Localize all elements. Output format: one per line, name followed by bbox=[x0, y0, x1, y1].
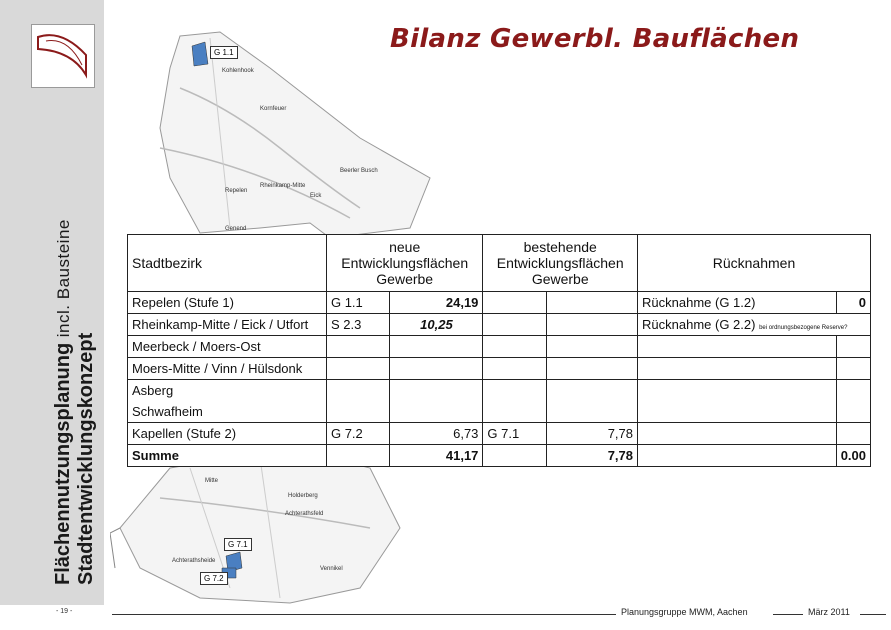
cell-rueck-label bbox=[638, 314, 871, 336]
table-row bbox=[128, 314, 871, 336]
cell-bezirk: Schwafheim bbox=[128, 401, 327, 423]
sidebar-title bbox=[0, 0, 104, 605]
cell-neu-code: G 7.2 bbox=[326, 423, 390, 445]
cell-rueck-val: 0 bbox=[836, 292, 870, 314]
table-row bbox=[128, 336, 871, 358]
cell-bezirk: Kapellen (Stufe 2) bbox=[128, 423, 327, 445]
map-label-genend: Genend bbox=[225, 226, 247, 232]
table-row bbox=[128, 358, 871, 380]
table-row bbox=[128, 423, 871, 445]
map-label-achterathsheide: Achterathsheide bbox=[172, 558, 216, 564]
cell-best-code bbox=[483, 314, 547, 336]
map-label-achterathsfeld: Achterathsfeld bbox=[285, 511, 324, 517]
header-ruecknahmen: Rücknahmen bbox=[638, 235, 871, 292]
map-label-kornfeuer: Kornfeuer bbox=[260, 106, 287, 112]
footer-divider bbox=[773, 614, 803, 615]
cell-best-code bbox=[483, 292, 547, 314]
cell-neu-val: 6,73 bbox=[390, 423, 483, 445]
page-number: - 19 - bbox=[56, 608, 73, 615]
cell-bezirk: Asberg bbox=[128, 380, 327, 402]
balance-table bbox=[127, 234, 871, 467]
table-row bbox=[128, 380, 871, 402]
cell-bezirk: Rheinkamp-Mitte / Eick / Utfort bbox=[128, 314, 327, 336]
sum-best-val: 7,78 bbox=[547, 445, 638, 467]
map-label-eick: Eick bbox=[310, 193, 322, 199]
table-header-row bbox=[128, 235, 871, 292]
map-label-beerler-busch: Beerler Busch bbox=[340, 168, 378, 174]
map-label-holderberg: Holderberg bbox=[288, 493, 318, 499]
sidebar-title-main: Flächennutzungsplanung bbox=[52, 342, 74, 585]
table-sum-row bbox=[128, 445, 871, 467]
sidebar-title-suffix: incl. Bausteine bbox=[54, 219, 73, 338]
footer-divider bbox=[112, 614, 616, 615]
cell-best-val bbox=[547, 292, 638, 314]
sum-neu-val: 41,17 bbox=[390, 445, 483, 467]
cell-neu-val: 24,19 bbox=[390, 292, 483, 314]
rueck-note: bei ordnungsbezogene Reserve? bbox=[759, 325, 848, 331]
header-stadtbezirk: Stadtbezirk bbox=[128, 235, 327, 292]
cell-bezirk: Moers-Mitte / Vinn / Hülsdonk bbox=[128, 358, 327, 380]
cell-best-val bbox=[547, 314, 638, 336]
sum-label: Summe bbox=[128, 445, 327, 467]
cell-bezirk: Repelen (Stufe 1) bbox=[128, 292, 327, 314]
map-label-mitte: Mitte bbox=[205, 478, 219, 484]
sidebar-title-line2: Stadtentwicklungskonzept bbox=[75, 332, 97, 585]
sidebar bbox=[0, 0, 104, 605]
cell-rueck-label: Rücknahme (G 1.2) bbox=[638, 292, 837, 314]
cell-neu-val: 10,25 bbox=[390, 314, 483, 336]
cell-neu-code: G 1.1 bbox=[326, 292, 390, 314]
footer-org: Planungsgruppe MWM, Aachen bbox=[621, 607, 748, 617]
cell-best-code: G 7.1 bbox=[483, 423, 547, 445]
rueck-label: Rücknahme (G 2.2) bbox=[642, 317, 756, 332]
map-label-kohlenhook: Kohlenhook bbox=[222, 68, 254, 74]
page-title: Bilanz Gewerbl. Bauflächen bbox=[390, 24, 800, 54]
cell-neu-code: S 2.3 bbox=[326, 314, 390, 336]
map-label-repelen: Repelen bbox=[225, 188, 248, 194]
sum-rueck-val: 0.00 bbox=[836, 445, 870, 467]
map-label-g11: G 1.1 bbox=[210, 46, 238, 59]
header-bestehende-flaechen: bestehende Entwicklungsflächen Gewerbe bbox=[483, 235, 638, 292]
header-neue-flaechen: neue Entwicklungsflächen Gewerbe bbox=[326, 235, 482, 292]
cell-best-val: 7,78 bbox=[547, 423, 638, 445]
map-label-rheinkamp-mitte: Rheinkamp-Mitte bbox=[260, 183, 306, 189]
table-row bbox=[128, 292, 871, 314]
footer-date: März 2011 bbox=[808, 607, 850, 617]
map-label-vennikel: Vennikel bbox=[320, 566, 343, 572]
map-label-g72: G 7.2 bbox=[200, 572, 228, 585]
footer-divider bbox=[860, 614, 886, 615]
map-label-g71: G 7.1 bbox=[224, 538, 252, 551]
cell-bezirk: Meerbeck / Moers-Ost bbox=[128, 336, 327, 358]
